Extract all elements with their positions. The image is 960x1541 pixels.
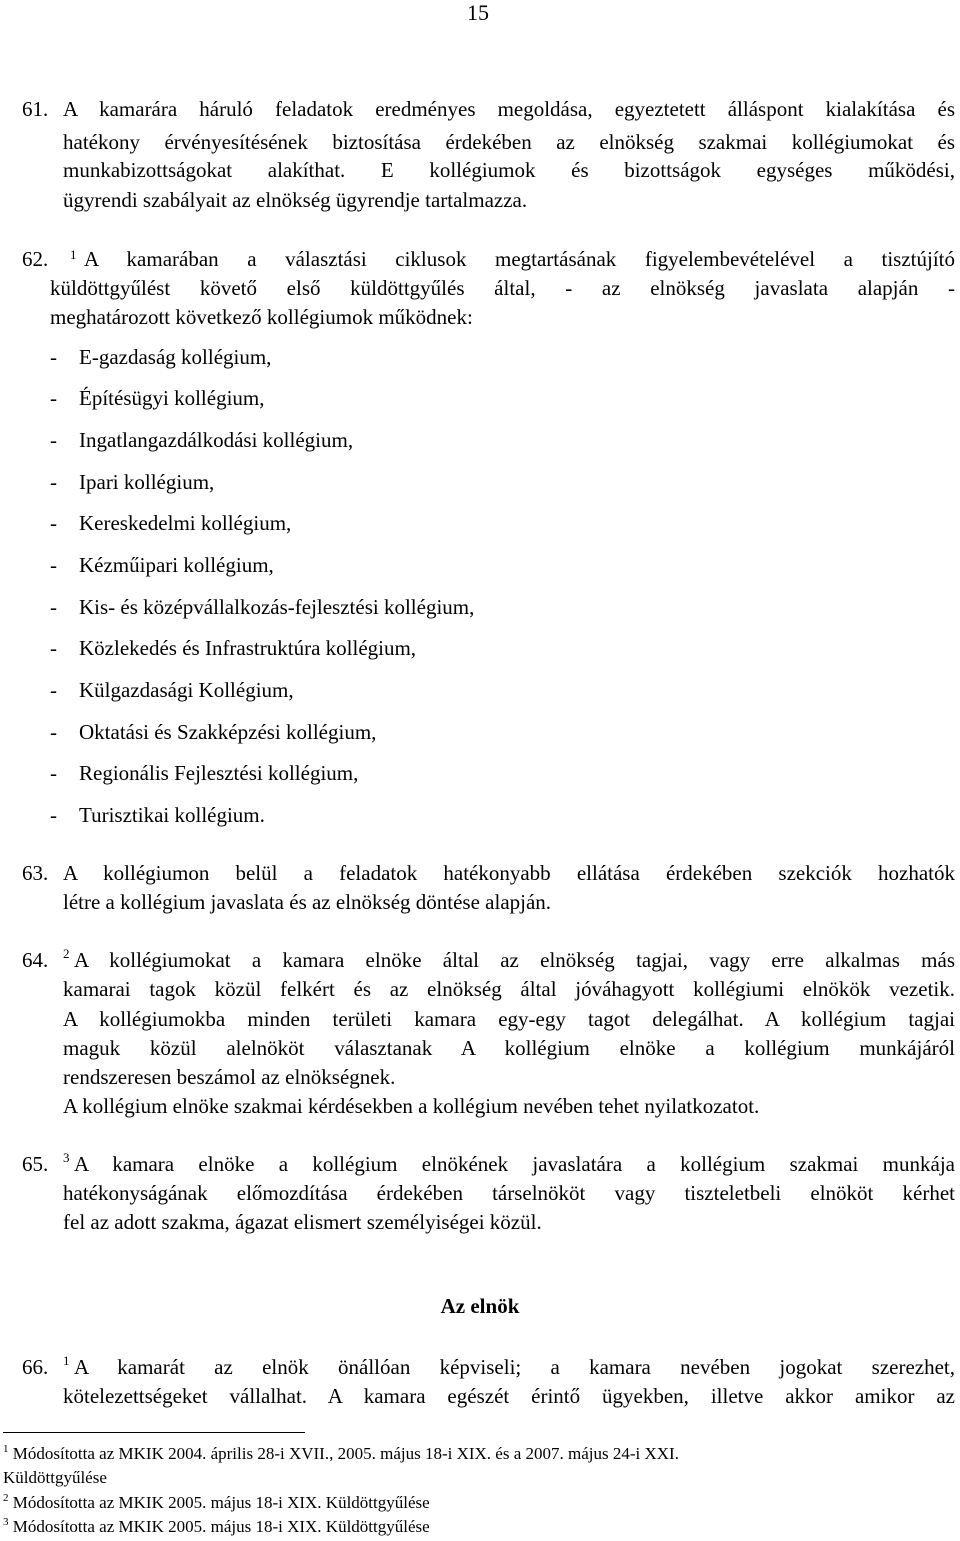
- paragraph-line: ügyrendi szabályait az elnökség ügyrendje tartalmazza.: [63, 188, 528, 212]
- list-dash: -: [50, 345, 57, 369]
- list-item-text: Közlekedés és Infrastruktúra kollégium,: [79, 636, 417, 660]
- list-item-text: Kis- és középvállalkozás-fejlesztési kollégium,: [79, 595, 475, 619]
- paragraph-number: 63.: [22, 861, 49, 885]
- list-item-text: Kereskedelmi kollégium,: [79, 511, 292, 535]
- paragraph-line: létre a kollégium javaslata és az elnökség döntése alapján.: [63, 890, 552, 914]
- paragraph-line: A kollégiumokba minden területi kamara egy-egy tagot delegálhat. A kollégium tagjai: [63, 1007, 955, 1031]
- list-dash: -: [50, 761, 57, 785]
- footnote-number: 2: [3, 1492, 9, 1504]
- footnote-separator: [3, 1432, 305, 1433]
- list-dash: -: [50, 511, 57, 535]
- paragraph-line: A kamarára háruló feladatok eredményes megoldása, egyeztetett álláspont kialakítása és: [63, 97, 955, 121]
- list-dash: -: [50, 428, 57, 452]
- paragraph-line: fel az adott szakma, ágazat elismert személyiségei közül.: [63, 1210, 542, 1234]
- list-item-text: Kézműipari kollégium,: [79, 553, 274, 577]
- list-item-text: Turisztikai kollégium.: [79, 803, 265, 827]
- list-dash: -: [50, 470, 57, 494]
- paragraph-line: munkabizottságokat alakíthat. E kollégiumok és bizottságok egységes működési,: [63, 158, 955, 182]
- paragraph-number: 65.: [22, 1152, 49, 1176]
- footnote-number: 3: [3, 1516, 9, 1528]
- paragraph-line: kamarai tagok közül felkért és az elnökség által jóváhagyott kollégiumi elnökök vezetik.: [63, 977, 955, 1001]
- paragraph-line: A kamarában a választási ciklusok megtartásának figyelembevételével a tisztújító: [84, 247, 955, 271]
- list-item-text: Építésügyi kollégium,: [79, 386, 265, 410]
- footnote-continuation: [3, 1468, 107, 1488]
- paragraph-line: A kollégium elnöke szakmai kérdésekben a kollégium nevében tehet nyilatkozatot.: [63, 1094, 760, 1118]
- paragraph-line: rendszeresen beszámol az elnökségnek.: [63, 1065, 396, 1089]
- footnote-text: Módosította az MKIK 2005. május 18-i XIX. Küldöttgyűlése: [12, 1517, 430, 1536]
- paragraph-number: 64.: [22, 948, 49, 972]
- paragraph-number: 66.: [22, 1355, 49, 1379]
- footnote: [3, 1444, 679, 1464]
- list-item-text: E-gazdaság kollégium,: [79, 345, 272, 369]
- paragraph-number: 61.: [22, 97, 49, 121]
- paragraph-line: A kollégiumon belül a feladatok hatékonyabb ellátása érdekében szekciók hozhatók: [63, 861, 955, 885]
- list-item-text: Külgazdasági Kollégium,: [79, 678, 294, 702]
- list-item-text: Oktatási és Szakképzési kollégium,: [79, 720, 377, 744]
- paragraph-line: hatékony érvényesítésének biztosítása érdekében az elnökség szakmai kollégiumokat és: [63, 130, 955, 154]
- list-dash: -: [50, 553, 57, 577]
- list-item-text: Ingatlangazdálkodási kollégium,: [79, 428, 354, 452]
- list-dash: -: [50, 595, 57, 619]
- list-dash: -: [50, 720, 57, 744]
- paragraph-line: hatékonyságának előmozdítása érdekében társelnököt vagy tiszteletbeli elnököt kérhet: [63, 1181, 955, 1205]
- paragraph-line: A kamara elnöke a kollégium elnökének javaslatára a kollégium szakmai munkája: [74, 1152, 955, 1176]
- paragraph-line: maguk közül alelnököt választanak A kollégium elnöke a kollégium munkájáról: [63, 1036, 955, 1060]
- paragraph-line: A kamarát az elnök önállóan képviseli; a kamara nevében jogokat szerezhet,: [74, 1355, 955, 1379]
- footnote-text: Módosította az MKIK 2004. április 28-i XVII., 2005. május 18-i XIX. és a 2007. május 24-i XXI.: [12, 1444, 679, 1463]
- footnote-ref: 1: [63, 1353, 70, 1368]
- section-heading: Az elnök: [440, 1294, 520, 1318]
- footnote-ref: 1: [70, 247, 77, 262]
- list-item-text: Regionális Fejlesztési kollégium,: [79, 761, 359, 785]
- page-number: 15: [467, 0, 489, 25]
- list-dash: -: [50, 803, 57, 827]
- footnote: [3, 1517, 430, 1537]
- list-dash: -: [50, 678, 57, 702]
- paragraph-number: 62.: [22, 247, 49, 271]
- footnote-text: Módosította az MKIK 2005. május 18-i XIX. Küldöttgyűlése: [12, 1493, 430, 1512]
- list-item-text: Ipari kollégium,: [79, 470, 215, 494]
- list-dash: -: [50, 386, 57, 410]
- list-dash: -: [50, 636, 57, 660]
- paragraph-line: küldöttgyűlést követő első küldöttgyűlés által, - az elnökség javaslata alapján -: [50, 276, 955, 300]
- footnote-text: Küldöttgyűlése: [3, 1468, 107, 1487]
- paragraph-line: meghatározott következő kollégiumok működnek:: [50, 305, 473, 329]
- paragraph-line: kötelezettségeket vállalhat. A kamara egészét érintő ügyekben, illetve akkor amikor az: [63, 1384, 955, 1408]
- footnote: [3, 1493, 430, 1513]
- paragraph-line: A kollégiumokat a kamara elnöke által az elnökség tagjai, vagy erre alkalmas más: [74, 948, 955, 972]
- footnote-ref: 2: [63, 946, 70, 961]
- footnote-ref: 3: [63, 1150, 70, 1165]
- footnote-number: 1: [3, 1443, 9, 1455]
